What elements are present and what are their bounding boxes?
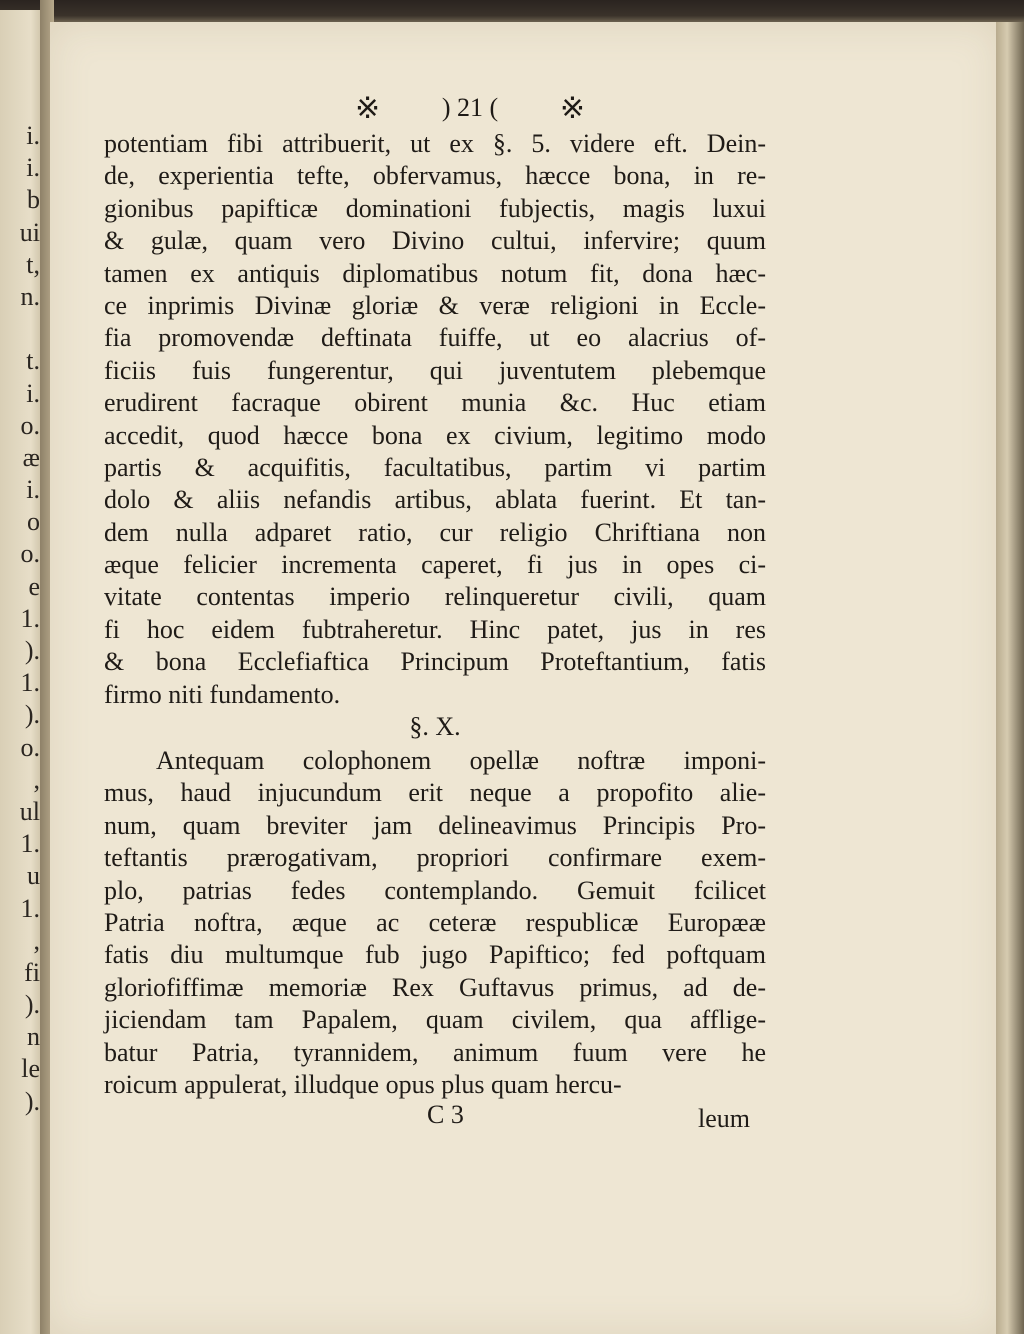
- edge-fragment: 1.: [20, 668, 40, 698]
- text-line: ce inprimis Divinæ gloriæ & veræ religioni in Eccle-: [104, 290, 766, 320]
- paragraph-2: [104, 745, 766, 1101]
- text-line: mus, haud injucundum erit neque a propofito alie-: [104, 778, 766, 808]
- ornament-right-icon: ※: [559, 91, 585, 125]
- text-line: Patria noftra, æque ac ceteræ respublicæ Europææ: [104, 907, 766, 937]
- text-line: jiciendam tam Papalem, quam civilem, qua affligе-: [104, 1005, 766, 1035]
- page-edge: [996, 22, 1024, 1334]
- edge-fragment: ,: [33, 764, 40, 794]
- page-footer: [104, 1100, 766, 1134]
- edge-fragment: n: [27, 1022, 40, 1052]
- edge-fragment: o.: [20, 732, 40, 762]
- paragraph-1: [104, 128, 766, 711]
- text-line: fi hoc eidem fubtraheretur. Hinc patet, jus in res: [104, 614, 766, 644]
- edge-fragment: i.: [26, 121, 40, 150]
- text-line: potentiam fibi attribuerit, ut ex §. 5. videre eft. Dein-: [104, 129, 766, 158]
- body-text: [104, 128, 766, 1101]
- text-line: dolo & aliis nefandis artibus, ablata fuerint. Et tan-: [104, 485, 766, 515]
- text-line: teftantis prærogativam, propriori confirmare exem-: [104, 843, 766, 873]
- left-page-fragments: [0, 120, 40, 1118]
- text-line: firmo niti fundamento.: [104, 679, 341, 709]
- text-line: gloriofiffimæ memoriæ Rex Guftavus primus, ad de-: [104, 972, 766, 1002]
- edge-fragment: 1.: [20, 893, 40, 923]
- text-line: erudirent facraque obirent munia &c. Huc etiam: [104, 388, 766, 418]
- signature-mark: C 3: [427, 1100, 464, 1129]
- edge-fragment: i.: [26, 378, 40, 408]
- edge-fragment: 1.: [20, 829, 40, 859]
- page-number: ) 21 (: [441, 93, 499, 122]
- text-line: & gulæ, quam vero Divino cultui, infervire; quum: [104, 226, 766, 256]
- edge-fragment: n.: [20, 281, 40, 311]
- text-line: gionibus papifticæ dominationi fubjectis, magis luxui: [104, 193, 766, 223]
- text-line: dem nulla adparet ratio, cur religio Chriftiana non: [104, 517, 766, 547]
- text-line: vitate contentas imperio relinqueretur civili, quam: [104, 582, 766, 612]
- section-heading: §. X.: [409, 712, 461, 742]
- edge-fragment: æ: [22, 442, 40, 472]
- edge-fragment: o: [27, 507, 40, 537]
- edge-fragment: b: [27, 185, 40, 215]
- text-line: plo, patrias fedes contemplando. Gemuit fcilicet: [104, 875, 766, 905]
- text-line: ficiis fuis fungerentur, qui juventutem plebemque: [104, 355, 766, 385]
- edge-fragment: fi: [24, 957, 40, 987]
- text-line: fia promovendæ deftinata fuiffe, ut eo alacrius of-: [104, 323, 766, 353]
- text-line: fatis diu multumque fub jugo Papiftico; fed poftquam: [104, 940, 766, 970]
- text-line: accedit, quod hæcce bona ex civium, legitimo modo: [104, 420, 766, 450]
- edge-fragment: ).: [24, 636, 40, 665]
- edge-fragment: [0, 313, 40, 345]
- text-line: de, experientia tefte, obfervamus, hæcce bona, in re-: [104, 161, 766, 191]
- edge-fragment: ).: [24, 1086, 40, 1116]
- edge-fragment: ui: [19, 217, 40, 247]
- catchword: leum: [698, 1104, 750, 1133]
- text-line: num, quam breviter jam delineavimus Principis Pro-: [104, 810, 766, 840]
- ornament-left-icon: ※: [355, 91, 381, 125]
- text-line: tamen ex antiquis diplomatibus notum fit, dona hæc-: [104, 258, 766, 288]
- text-line: æque felicier incrementa caperet, fi jus in opes ci-: [104, 550, 766, 580]
- left-page-edge: [0, 10, 44, 1334]
- edge-fragment: o.: [20, 539, 40, 569]
- running-header: [355, 88, 585, 128]
- edge-fragment: le: [21, 1054, 40, 1084]
- text-line: & bona Ecclefiaftica Principum Proteftantium, fatis: [104, 647, 766, 677]
- edge-fragment: e: [28, 571, 40, 601]
- text-line: partis & acquifitis, facultatibus, partim vi partim: [104, 452, 766, 482]
- edge-fragment: ).: [24, 700, 40, 730]
- edge-fragment: 1.: [20, 603, 40, 633]
- edge-fragment: ,: [33, 925, 40, 955]
- edge-fragment: t.: [26, 346, 40, 376]
- edge-fragment: u: [27, 861, 40, 891]
- text-line: roicum appulerat, illudque opus plus quam hercu-: [104, 1069, 622, 1099]
- edge-fragment: o.: [20, 410, 40, 440]
- text-line: batur Patria, tyrannidem, animum fuum vere he: [104, 1037, 766, 1067]
- edge-fragment: i.: [26, 153, 40, 183]
- edge-fragment: i.: [26, 475, 40, 505]
- text-line: Antequam colophonem opellæ noftræ imponi-: [156, 746, 766, 776]
- edge-fragment: ).: [24, 990, 40, 1020]
- edge-fragment: t,: [26, 249, 40, 279]
- edge-fragment: ul: [19, 796, 40, 826]
